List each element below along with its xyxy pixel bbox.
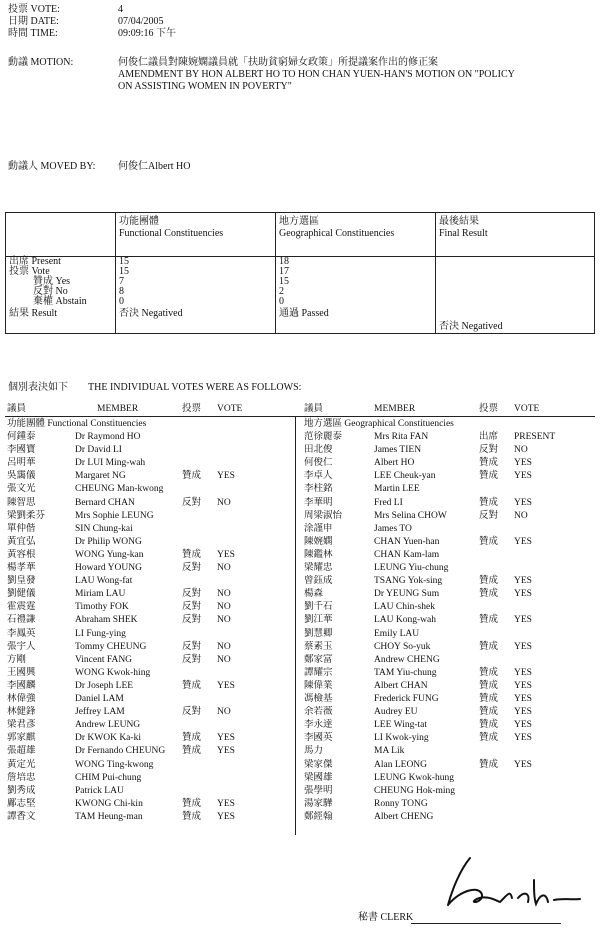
member-row [7,470,295,482]
vote-number-label: 投票 VOTE: [8,4,60,15]
member-row [304,614,592,626]
member-name-en: Dr Fernando CHEUNG [75,746,166,757]
column-divider [295,417,296,835]
time-line [8,28,176,40]
vote-en: YES [514,733,532,744]
vote-en: YES [514,497,532,508]
member-name-cn: 劉皇發 [7,576,36,587]
date-line [8,16,164,28]
clerk-signature-line [411,923,561,924]
vote-en: YES [514,576,532,587]
member-name-en: Tommy CHEUNG [75,641,147,652]
time-label: 時間 TIME: [8,28,58,39]
member-name-cn: 陳智思 [7,497,36,508]
member-name-en: LEE Cheuk-yan [374,471,436,482]
vote-cn: 贊成 [182,798,202,809]
member-name-en: Abraham SHEK [75,615,138,626]
member-name-cn: 張宇人 [7,641,36,652]
member-name-cn: 曾鈺成 [304,576,333,587]
geographical-group-title: 地方選區 Geographical Constituencies [304,419,454,429]
member-row [7,811,295,823]
member-name-en: LI Kwok-ying [374,733,429,744]
member-row [7,601,295,613]
member-name-en: CHOY So-yuk [374,641,431,652]
vote-en: YES [514,536,532,547]
member-name-cn: 陳偉業 [304,680,333,691]
member-name-cn: 石禮謙 [7,615,36,626]
member-row [304,654,592,666]
member-name-en: CHEUNG Man-kwong [75,484,164,495]
member-row [304,497,592,509]
vote-cn: 贊成 [479,576,499,587]
member-name-cn: 陳婉嫻 [304,536,333,547]
member-row [7,628,295,640]
member-row [7,798,295,810]
vote-cn: 反對 [182,563,202,573]
vote-cn: 贊成 [479,694,499,704]
member-name-en: WONG Ting-kwong [75,759,154,770]
member-name-en: Audrey EU [374,707,418,718]
vote-en: NO [514,445,528,456]
member-name-cn: 何鍾泰 [7,432,36,442]
member-row [304,785,592,797]
member-name-en: TAM Heung-man [75,811,143,822]
vote-cn: 贊成 [479,733,499,744]
member-name-cn: 李國英 [304,733,333,744]
moved-by-value: 何俊仁Albert HO [118,161,191,172]
vote-en: NO [217,602,231,613]
vote-number-line [8,4,123,16]
vote-cn: 反對 [182,615,202,626]
vote-cn: 反對 [182,707,202,718]
vote-cn: 贊成 [479,680,499,691]
vote-en: YES [514,720,532,731]
member-row [7,706,295,718]
member-name-en: Daniel LAM [75,694,124,704]
member-name-en: Dr Philip WONG [75,536,142,547]
member-name-cn: 何俊仁 [304,458,333,469]
member-name-en: TSANG Yok-sing [374,576,443,587]
member-name-cn: 劉健儀 [7,589,36,600]
member-row [304,536,592,548]
vote-en: NO [514,510,528,521]
vote-en: YES [217,811,235,822]
member-row [7,785,295,797]
member-row [304,470,592,482]
vote-en: YES [514,759,532,770]
vote-cn: 贊成 [479,497,499,508]
member-name-en: Albert HO [374,458,415,469]
member-name-cn: 黃宜弘 [7,536,36,547]
member-row [7,457,295,469]
vote-cn: 贊成 [182,733,202,744]
member-name-cn: 梁君彥 [7,720,36,731]
vote-en: NO [217,654,231,665]
vote-en: YES [514,641,532,652]
clerk-signature [430,850,590,912]
member-name-cn: 李華明 [304,497,333,508]
vote-cn: 贊成 [182,471,202,482]
clerk-label: 秘書 CLERK [358,912,414,923]
member-name-en: Emily LAU [374,628,420,639]
member-name-en: Frederick FUNG [374,694,439,704]
member-name-cn: 田北俊 [304,445,333,456]
member-row [7,431,295,443]
member-row [7,693,295,705]
motion-english-line1: AMENDMENT BY HON ALBERT HO TO HON CHAN YUEN-HAN'S MOTION ON "POLICY [118,69,515,80]
member-name-en: Margaret NG [75,471,126,482]
vote-cn: 贊成 [182,811,202,822]
member-name-cn: 梁劉柔芬 [7,510,46,521]
member-name-en: Fred LI [374,497,403,508]
vote-cn: 贊成 [479,589,499,600]
member-name-en: Bernard CHAN [75,497,135,508]
functional-group-title: 功能團體 Functional Constituencies [7,419,147,429]
vote-cn: 反對 [479,510,499,521]
vote-cn: 贊成 [479,707,499,718]
member-row [304,444,592,456]
vote-en: NO [217,497,231,508]
member-row [304,575,592,587]
member-name-en: WONG Yung-kan [75,549,144,560]
member-row [304,667,592,679]
member-name-en: LAU Chin-shek [374,602,435,613]
vote-cn: 反對 [182,497,202,508]
member-name-cn: 詹培忠 [7,772,36,783]
member-name-en: CHAN Kam-lam [374,549,440,560]
member-row [304,772,592,784]
member-name-cn: 李國麟 [7,680,36,691]
member-name-cn: 張學明 [304,785,333,796]
member-row [304,719,592,731]
vote-en: YES [514,458,532,469]
functional-constituencies-results: 15 15 7 8 0 否決 Negatived [116,257,276,334]
vote-cn: 反對 [182,589,202,600]
member-row [304,588,592,600]
member-name-en: Vincent FANG [75,654,133,665]
member-row [7,523,295,535]
vote-cn: 贊成 [479,720,499,731]
member-row [304,628,592,640]
member-row [304,732,592,744]
member-name-en: Dr David LI [75,445,122,456]
member-name-cn: 劉江華 [304,615,333,626]
member-name-en: Jeffrey LAM [75,707,125,718]
date-value: 07/04/2005 [118,16,164,27]
member-row [304,601,592,613]
vote-cn: 贊成 [479,536,499,547]
member-name-cn: 張文光 [7,484,36,495]
member-row [304,680,592,692]
member-name-en: MA Lik [374,746,405,757]
member-name-cn: 李鳳英 [7,628,36,639]
vote-cn: 贊成 [479,641,499,652]
member-name-en: CHEUNG Hok-ming [374,785,456,796]
member-row [304,759,592,771]
member-name-en: Alan LEONG [374,759,428,770]
member-name-cn: 方剛 [7,654,27,665]
member-name-en: Mrs Sophie LEUNG [75,510,154,521]
member-name-cn: 郭家麒 [7,733,36,744]
member-row [7,719,295,731]
member-name-cn: 鄭家富 [304,654,333,665]
member-name-en: TAM Yiu-chung [374,667,437,678]
member-name-en: Albert CHENG [374,811,434,822]
member-name-cn: 黃定光 [7,759,36,770]
member-name-en: LAU Kong-wah [374,615,437,626]
vote-en: YES [514,615,532,626]
member-name-cn: 周梁淑怡 [304,510,343,521]
vote-cn: 贊成 [182,680,202,691]
member-name-en: Ronny TONG [374,798,428,809]
member-name-cn: 李柱銘 [304,484,333,495]
right-column-header: 議員 MEMBER 投票 VOTE [304,404,540,414]
member-name-cn: 林健鋒 [7,707,36,718]
vote-en: YES [514,667,532,678]
moved-by-label: 動議人 MOVED BY: [8,161,96,172]
member-name-en: LEUNG Kwok-hung [374,772,454,783]
member-row [7,641,295,653]
member-name-cn: 單仲偕 [7,523,36,534]
individual-votes-title-cn: 個別表決如下 [8,382,68,393]
member-name-cn: 霍震霆 [7,602,36,613]
vote-en: YES [217,549,235,560]
vote-en: YES [217,680,235,691]
member-name-cn: 馮檢基 [304,694,333,704]
vote-en: NO [217,641,231,652]
vote-cn: 贊成 [479,471,499,482]
vote-en: NO [217,615,231,626]
member-name-en: LEUNG Yiu-chung [374,563,449,573]
member-name-en: Dr LUI Ming-wah [75,458,146,469]
member-name-en: SIN Chung-kai [75,523,133,534]
member-name-en: Andrew CHENG [374,654,440,665]
member-name-en: Miriam LAU [75,589,126,600]
member-name-en: Albert CHAN [374,680,428,691]
member-row [7,680,295,692]
member-row [7,759,295,771]
date-label: 日期 DATE: [8,16,59,27]
geographical-constituencies-results: 18 17 15 2 0 通過 Passed [276,257,436,334]
vote-cn: 贊成 [479,759,499,770]
left-column-header: 議員 MEMBER 投票 VOTE [7,404,243,414]
member-row [7,588,295,600]
member-name-en: Mrs Rita FAN [374,432,429,442]
vote-cn: 反對 [182,654,202,665]
member-row [7,536,295,548]
motion-chinese: 何俊仁議員對陳婉嫻議員就「扶助貧窮婦女政策」所提議案作出的修正案 [118,57,438,68]
vote-cn: 贊成 [479,667,499,678]
member-name-cn: 余若薇 [304,707,333,718]
member-name-en: KWONG Chi-kin [75,798,143,809]
individual-votes-title-en: THE INDIVIDUAL VOTES WERE AS FOLLOWS: [88,382,302,393]
member-name-cn: 吳靄儀 [7,471,36,482]
member-row [7,575,295,587]
vote-en: YES [514,680,532,691]
member-name-cn: 李永達 [304,720,333,731]
motion-english-line2: ON ASSISTING WOMEN IN POVERTY" [118,81,292,92]
motion-label: 動議 MOTION: [8,57,74,68]
functional-constituencies-header: 功能團體 Functional Constituencies [116,213,276,257]
vote-cn: 贊成 [182,549,202,560]
member-row [304,745,592,757]
member-name-cn: 涂謹申 [304,523,333,534]
member-name-en: CHIM Pui-chung [75,772,142,783]
member-name-cn: 梁國雄 [304,772,333,783]
final-result-value: 否決 Negatived [439,321,503,332]
member-row [304,431,592,443]
member-row [304,510,592,522]
member-name-cn: 湯家驊 [304,798,333,809]
vote-cn: 反對 [479,445,499,456]
member-name-cn: 鄭經翰 [304,811,333,822]
member-row [304,693,592,705]
time-value: 09:09:16 下午 [118,28,177,39]
member-row [304,706,592,718]
member-name-cn: 譚香文 [7,811,36,822]
member-name-en: Howard YOUNG [75,563,142,573]
member-name-cn: 梁家傑 [304,759,333,770]
member-name-en: Patrick LAU [75,785,124,796]
member-name-cn: 張超雄 [7,746,36,757]
member-name-cn: 劉秀成 [7,785,36,796]
vote-number: 4 [118,4,123,15]
member-row [7,444,295,456]
member-name-en: Dr Raymond HO [75,432,141,442]
member-name-cn: 李卓人 [304,471,333,482]
vote-en: YES [514,471,532,482]
member-name-cn: 梁耀忠 [304,563,333,573]
member-name-cn: 劉千石 [304,602,333,613]
member-row [7,562,295,574]
member-name-en: Dr KWOK Ka-ki [75,733,141,744]
member-name-en: LAU Wong-fat [75,576,133,587]
member-name-cn: 王國興 [7,667,36,678]
geographical-constituencies-header: 地方選區 Geographical Constituencies [276,213,436,257]
member-row [7,667,295,679]
member-name-en: CHAN Yuen-han [374,536,440,547]
member-name-cn: 范徐麗泰 [304,432,343,442]
member-row [7,510,295,522]
member-name-en: Martin LEE [374,484,420,495]
vote-en: YES [217,733,235,744]
member-row [304,798,592,810]
vote-cn: 贊成 [182,746,202,757]
member-row [304,562,592,574]
member-name-en: Dr Joseph LEE [75,680,134,691]
member-name-cn: 馬力 [304,746,324,757]
member-name-cn: 呂明華 [7,458,36,469]
vote-cn: 贊成 [479,615,499,626]
member-name-cn: 譚耀宗 [304,667,333,678]
summary-row-labels: 出席 Present 投票 Vote 贊成 Yes 反對 No 棄權 Abstain 結果 Result [6,257,116,334]
vote-cn: 反對 [182,641,202,652]
vote-en: YES [217,746,235,757]
member-row [304,549,592,561]
final-result-header: 最後結果 Final Result [436,213,595,257]
member-row [7,614,295,626]
member-row [304,457,592,469]
member-name-cn: 李國寶 [7,445,36,456]
member-name-cn: 劉慧卿 [304,628,333,639]
member-row [7,483,295,495]
vote-en: YES [514,589,532,600]
member-row [7,772,295,784]
member-row [304,641,592,653]
vote-en: PRESENT [514,432,556,442]
vote-cn: 贊成 [479,458,499,469]
member-row [7,497,295,509]
header-rule [5,416,595,417]
member-name-cn: 鄺志堅 [7,798,36,809]
member-name-cn: 楊森 [304,589,324,600]
member-name-en: Andrew LEUNG [75,720,141,731]
member-row [7,549,295,561]
member-name-cn: 陳鑑林 [304,549,333,560]
vote-cn: 出席 [479,432,499,442]
member-name-cn: 林偉強 [7,694,36,704]
member-name-cn: 楊孝華 [7,563,36,573]
member-row [304,523,592,535]
member-name-en: WONG Kwok-hing [75,667,151,678]
vote-en: NO [217,589,231,600]
vote-en: YES [217,798,235,809]
member-name-en: LEE Wing-tat [374,720,427,731]
vote-en: YES [514,707,532,718]
final-result-cell [436,257,595,334]
member-name-en: James TO [374,523,412,534]
member-name-en: Timothy FOK [75,602,129,613]
member-name-cn: 黃容根 [7,549,36,560]
member-name-en: LI Fung-ying [75,628,126,639]
member-name-en: James TIEN [374,445,422,456]
member-row [304,811,592,823]
member-row [304,483,592,495]
vote-en: YES [217,471,235,482]
vote-en: NO [217,563,231,573]
member-row [7,654,295,666]
vote-en: NO [217,707,231,718]
vote-cn: 反對 [182,602,202,613]
summary-table [5,212,595,334]
member-row [7,745,295,757]
member-name-en: Dr YEUNG Sum [374,589,440,600]
member-row [7,732,295,744]
member-name-cn: 蔡素玉 [304,641,333,652]
vote-en: YES [514,694,532,704]
member-name-en: Mrs Selina CHOW [374,510,447,521]
